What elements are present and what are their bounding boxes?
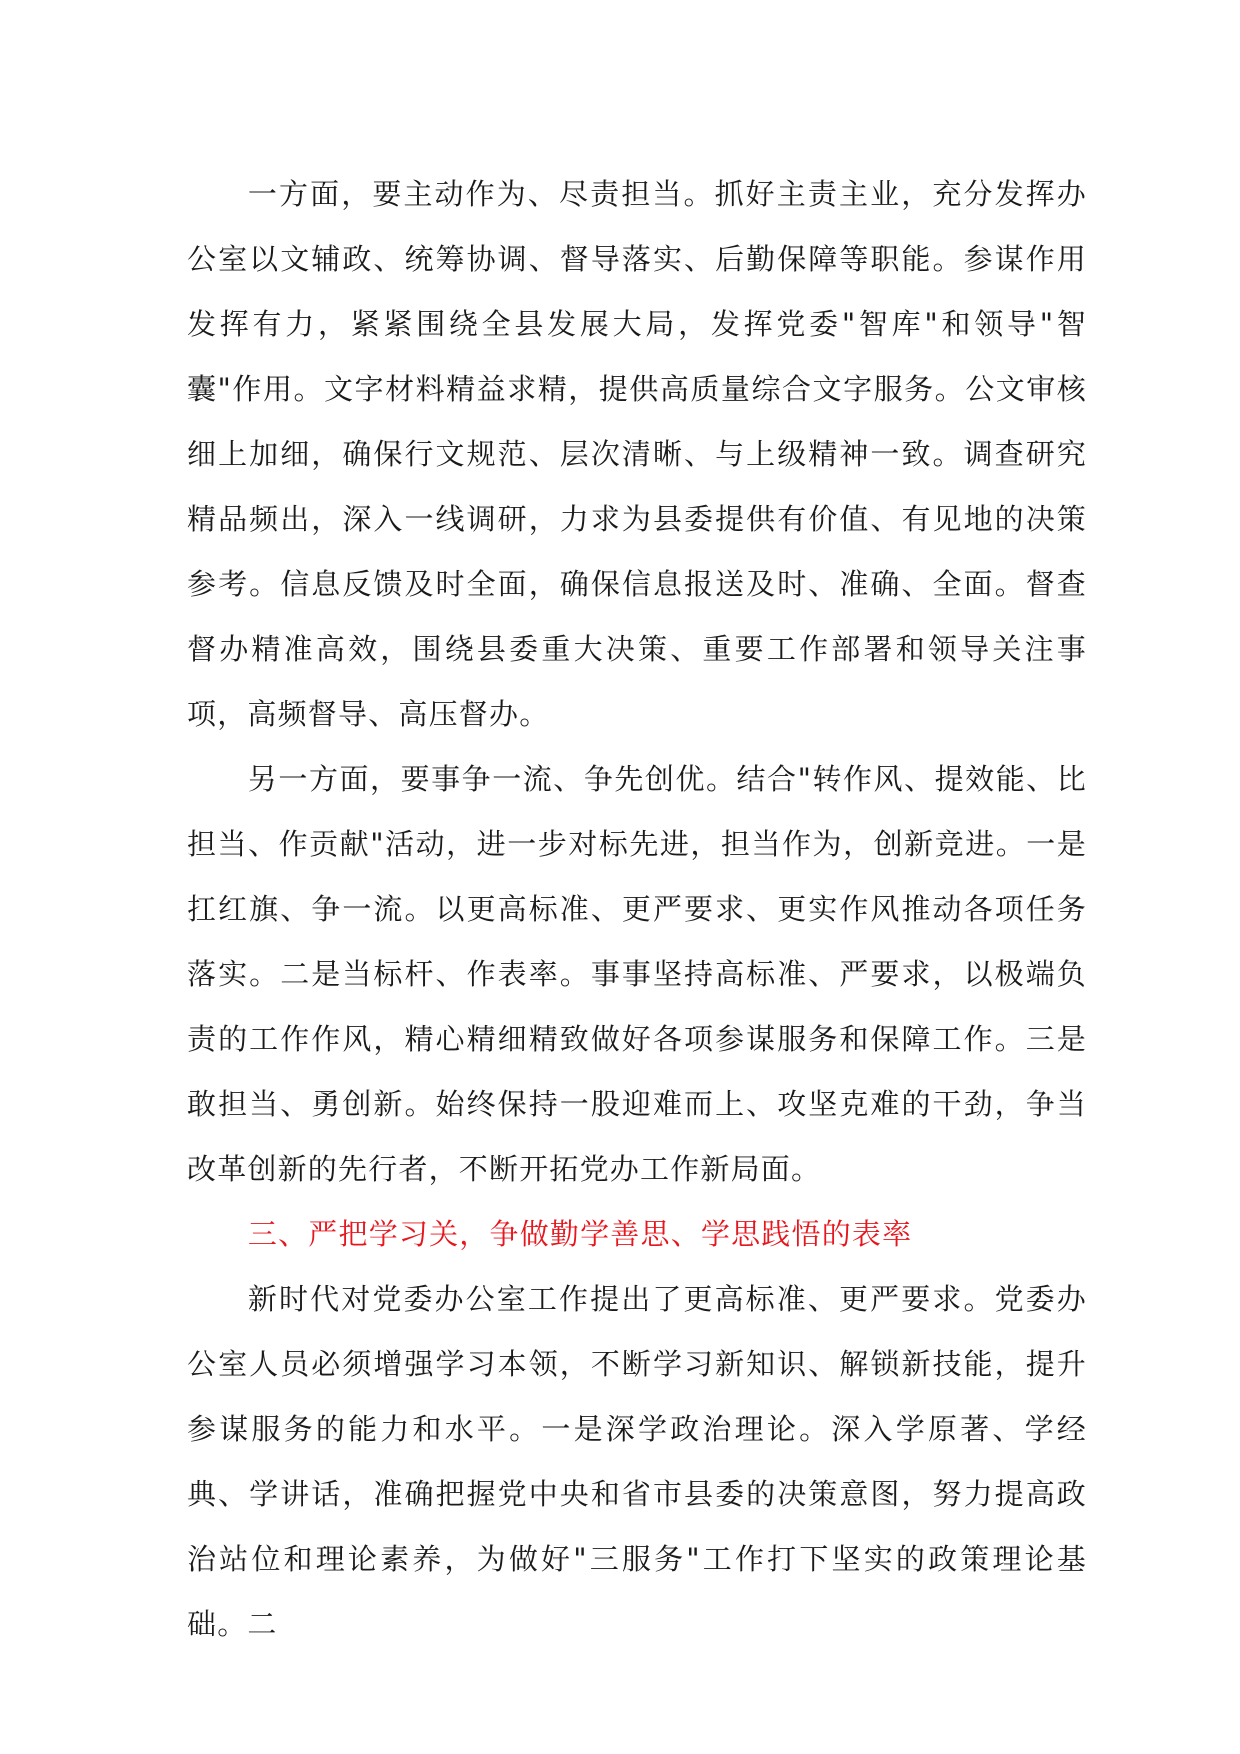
paragraph-3: 新时代对党委办公室工作提出了更高标准、更严要求。党委办公室人员必须增强学习本领，不断学习新知识、解锁新技能，提升参谋服务的能力和水平。一是深学政治理论。深入学原著、学经典、学讲话，准确把握党中央和省市县委的决策意图，努力提高政治站位和理论素养，为做好"三服务"工作打下坚实的政策理论基础。二: [187, 1282, 1087, 1641]
section-heading: 三、严把学习关，争做勤学善思、学思践悟的表率: [247, 1217, 913, 1251]
paragraph-1: 一方面，要主动作为、尽责担当。抓好主责主业，充分发挥办公室以文辅政、统筹协调、督导落实、后勤保障等职能。参谋作用发挥有力，紧紧围绕全县发展大局，发挥党委"智库"和领导"智囊"作用。文字材料精益求精，提供高质量综合文字服务。公文审核细上加细，确保行文规范、层次清晰、与上级精神一致。调查研究精品频出，深入一线调研，力求为县委提供有价值、有见地的决策参考。信息反馈及时全面，确保信息报送及时、准确、全面。督查督办精准高效，围绕县委重大决策、重要工作部署和领导关注事项，高频督导、高压督办。: [187, 177, 1087, 731]
document-page: [187, 162, 1087, 1657]
paragraph-2: 另一方面，要事争一流、争先创优。结合"转作风、提效能、比担当、作贡献"活动，进一步对标先进，担当作为，创新竞进。一是扛红旗、争一流。以更高标准、更严要求、更实作风推动各项任务落实。二是当标杆、作表率。事事坚持高标准、严要求，以极端负责的工作作风，精心精细精致做好各项参谋服务和保障工作。三是敢担当、勇创新。始终保持一股迎难而上、攻坚克难的干劲，争当改革创新的先行者，不断开拓党办工作新局面。: [187, 762, 1087, 1186]
